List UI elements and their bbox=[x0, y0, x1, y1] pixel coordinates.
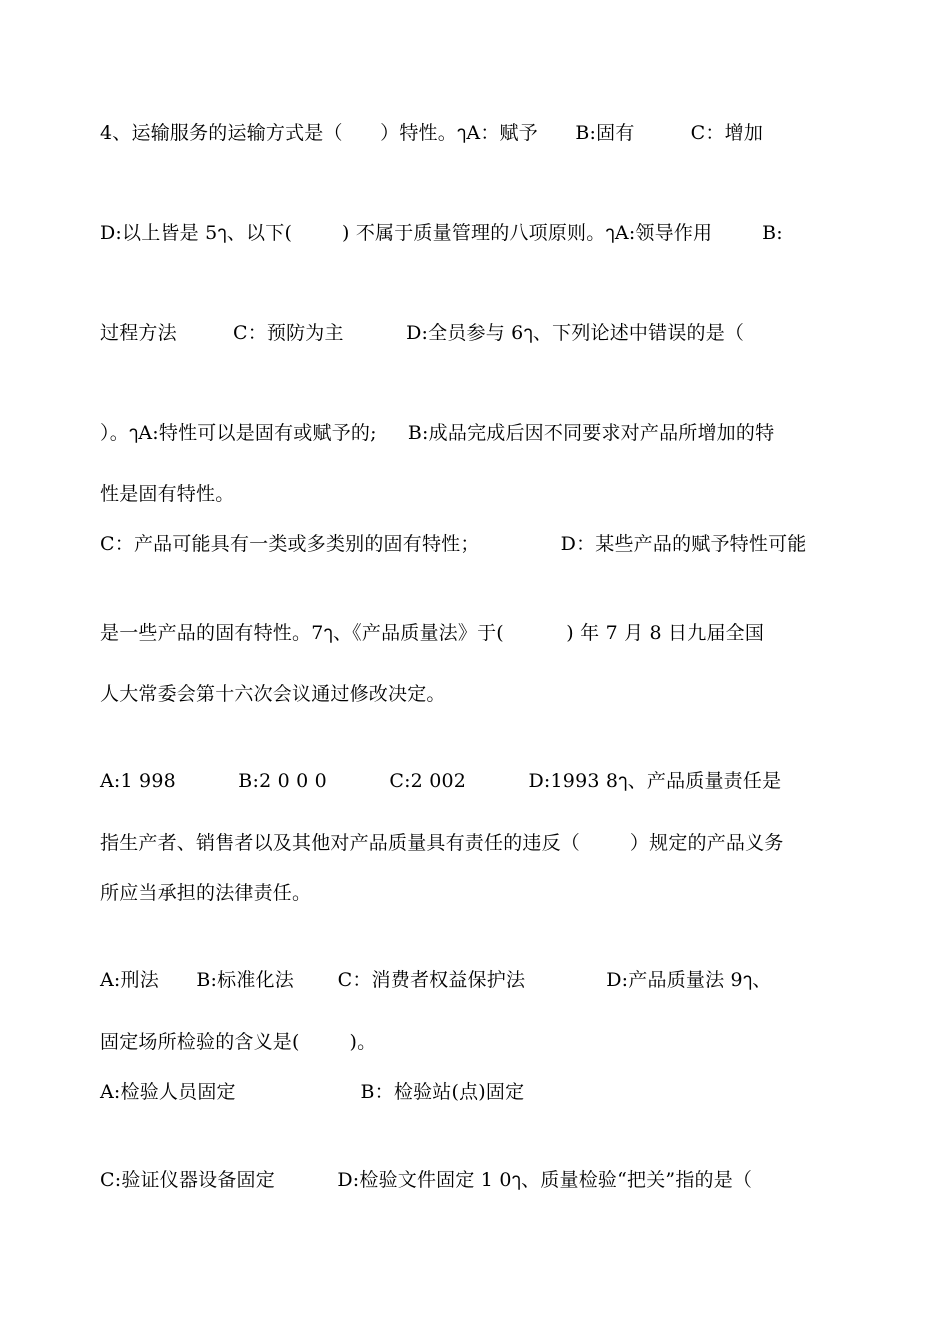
text-line-question-6-options-cd: C：产品可能具有一类或多类别的固有特性； D：某些产品的赋予特性可能 bbox=[100, 533, 807, 555]
text-line-question-6: 过程方法 C：预防为主 D:全员参与 6ๅ、下列论述中错误的是（ bbox=[100, 322, 745, 344]
text-line-question-10: C:验证仪器设备固定 D:检验文件固定 1 0ๅ、质量检验“把关”指的是（ bbox=[100, 1169, 753, 1191]
text-line-question-9-cont: 固定场所检验的含义是( )。 bbox=[100, 1031, 377, 1053]
text-line-question-6-cont: 性是固有特性。 bbox=[100, 483, 235, 505]
text-line-question-5: D:以上皆是 5ๅ、以下( ) 不属于质量管理的八项原则。ๅA:领导作用 B: bbox=[100, 222, 783, 244]
text-line-question-8-end: 所应当承担的法律责任。 bbox=[100, 882, 312, 904]
text-line-question-8-cont: 指生产者、销售者以及其他对产品质量具有责任的违反（ ）规定的产品义务 bbox=[100, 832, 784, 854]
text-line-question-6-options: ）。ๅA:特性可以是固有或赋予的; B:成品完成后因不同要求对产品所增加的特 bbox=[100, 422, 775, 444]
text-line-question-8: A:1 998 B:2 0 0 0 C:2 002 D:1993 8ๅ、产品质量责任是 bbox=[100, 770, 782, 792]
text-line-question-4: 4、运输服务的运输方式是（ ）特性。ๅA：赋予 B:固有 C：增加 bbox=[100, 122, 764, 144]
text-line-question-7: 是一些产品的固有特性。7ๅ、《产品质量法》于( ) 年 7 月 8 日九届全国 bbox=[100, 622, 765, 644]
text-line-question-9-options-ab: A:检验人员固定 B：检验站(点)固定 bbox=[100, 1081, 525, 1103]
text-line-question-9: A:刑法 B:标准化法 C：消费者权益保护法 D:产品质量法 9ๅ、 bbox=[100, 969, 772, 991]
text-line-question-7-cont: 人大常委会第十六次会议通过修改决定。 bbox=[100, 683, 446, 705]
